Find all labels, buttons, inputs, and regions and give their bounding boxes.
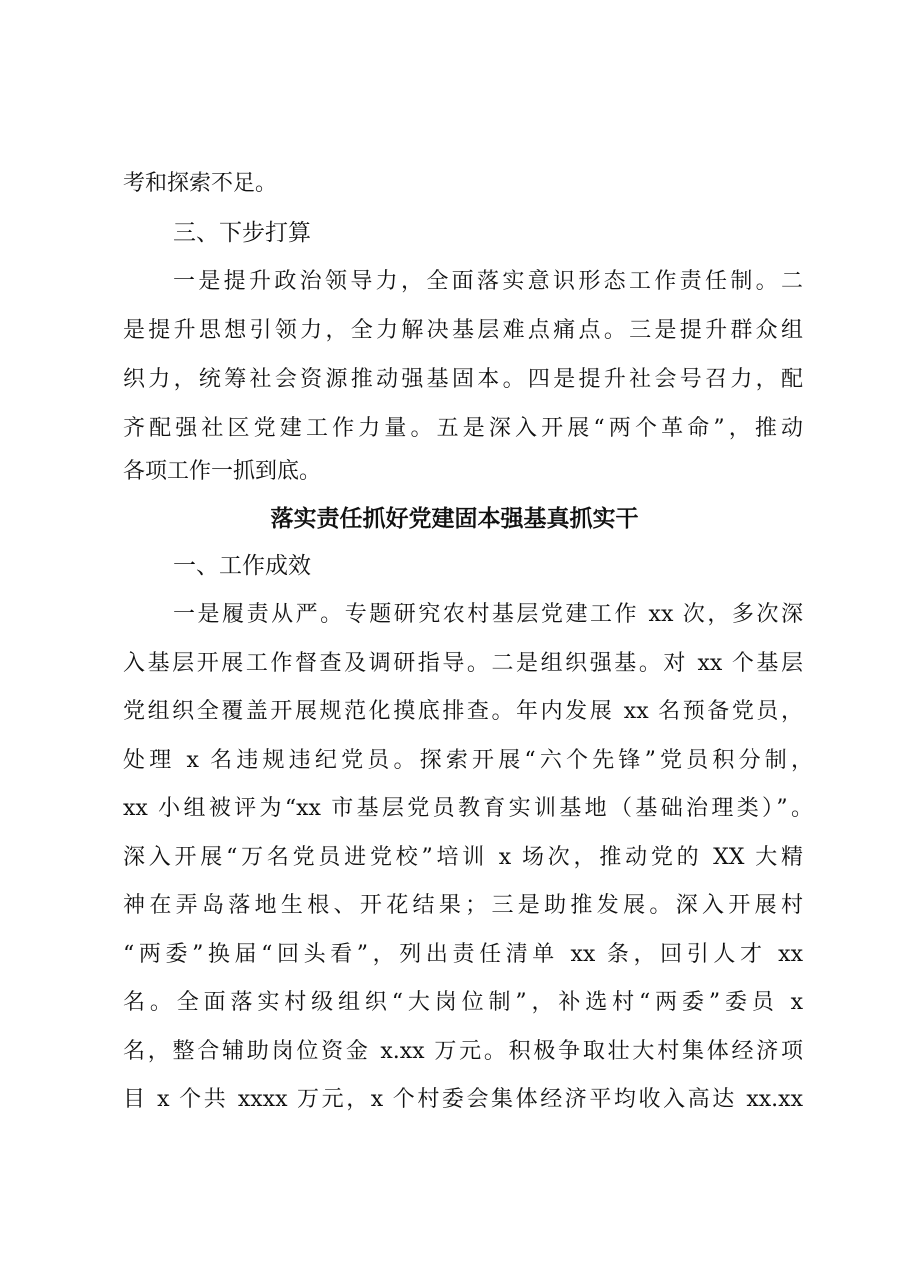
paragraph-line: 处理 x 名违规违纪党员。探索开展“六个先锋”党员积分制， [123,748,813,773]
paragraph-line: 入基层开展工作督查及调研指导。二是组织强基。对 xx 个基层 [123,651,803,676]
paragraph-line: “两委”换届“回头看”，列出责任清单 xx 条，回引人才 xx [123,942,803,967]
paragraph-line: 考和探索不足。 [123,171,278,196]
paragraph-line: 织力，统筹社会资源推动强基固本。四是提升社会号召力，配 [123,367,803,392]
section-heading-next-steps: 三、下步打算 [173,220,311,246]
paragraph-line: 深入开展“万名党员进党校”培训 x 场次，推动党的 XX 大精 [123,845,803,870]
document-title: 落实责任抓好党建固本强基真抓实干 [270,505,639,532]
paragraph-line: 神在弄岛落地生根、开花结果；三是助推发展。深入开展村 [123,893,803,918]
paragraph-line: 目 x 个共 xxxx 万元，x 个村委会集体经济平均收入高达 xx.xx [123,1087,803,1112]
paragraph-line: 名，整合辅助岗位资金 x.xx 万元。积极争取壮大村集体经济项 [123,1039,803,1064]
paragraph-line: 齐配强社区党建工作力量。五是深入开展“两个革命”，推动 [123,416,803,441]
paragraph-line: xx 小组被评为“xx 市基层党员教育实训基地（基础治理类）”。 [123,796,813,821]
paragraph-line: 是提升思想引领力，全力解决基层难点痛点。三是提升群众组 [123,318,803,343]
paragraph-line: 一是履责从严。专题研究农村基层党建工作 xx 次，多次深 [173,602,803,627]
paragraph-line: 一是提升政治领导力，全面落实意识形态工作责任制。二 [173,269,803,294]
paragraph-line: 党组织全覆盖开展规范化摸底排查。年内发展 xx 名预备党员， [123,699,803,724]
paragraph-line: 各项工作一抓到底。 [123,459,322,484]
section-heading-results: 一、工作成效 [173,553,311,579]
paragraph-line: 名。全面落实村级组织“大岗位制”，补选村“两委”委员 x [123,990,803,1015]
